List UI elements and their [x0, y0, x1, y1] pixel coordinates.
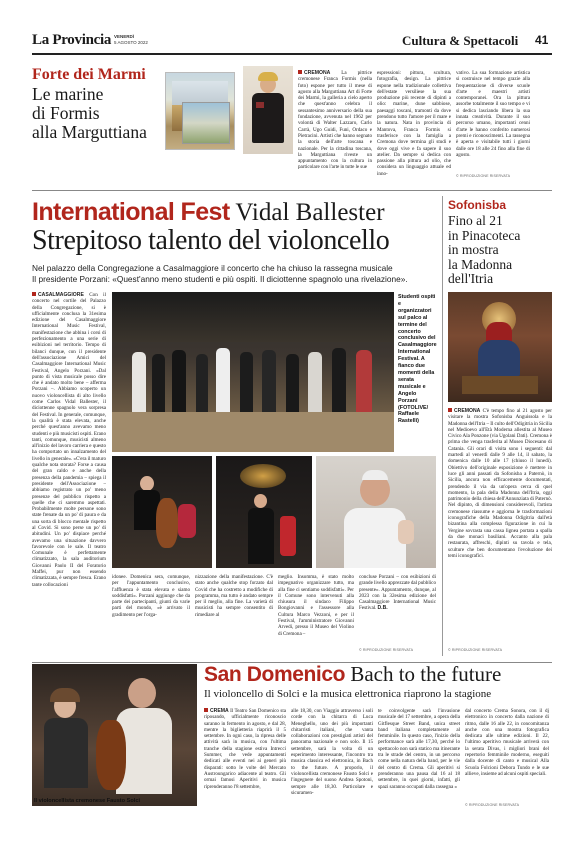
- fest-title-red: International Fest: [32, 198, 230, 226]
- section-name: Cultura & Spettacoli: [402, 33, 519, 48]
- sofonisba-title: [448, 214, 520, 287]
- formis-dateline: CREMONA: [304, 70, 331, 76]
- bullet-square-icon: [32, 292, 36, 296]
- formis-title-line1: Le marine: [32, 84, 104, 104]
- fest-stage-photo: [112, 292, 394, 452]
- article-formis: [32, 62, 552, 180]
- article-international-fest: [32, 196, 437, 658]
- domenico-col4-text: dal concerto Crema Sonora, con il dj elettronico in concerto dalla nazione di ritmo, dalle 16 alle 22, in concomitanza anche con una mostra fotografica dedicata alle ultime edizioni. Il 22, l'ultimo aperitivo musicale arriverà con la serata Divas, i migliori brani del repertorio femminile moderno, eseguiti dalla docente di canto e musical Alla Scuola Folcioni Debora Tundo e le sue allieve, insieme ad alcuni ospiti speciali.: [465, 708, 549, 777]
- header-rule: [32, 53, 552, 55]
- formis-title: [32, 85, 147, 142]
- page-header: [32, 30, 552, 54]
- domenico-col4: [465, 708, 549, 800]
- domenico-signature: © RIPRODUZIONE RISERVATA: [465, 803, 520, 807]
- solci-caption: Il violoncellista cremonese Fausto Solci: [34, 798, 141, 804]
- formis-col2-text: espressioni: pittura, scultura, fotografia, design. La pittrice espone nella tradizionale collettiva dell'estate versiliese la sua produzione più recente di dipinti a olio: marine, dune sabbiose, paesaggi toscani, tramonti da dove prendono tutto l'amore per il mare e la natura. Nata in provincia di Mantova, Franca Formis si trasferisce con la famiglia a Cremona dove termina gli studi e dove oggi vive e fa sapere il suo atelier. Da sempre si dedica con passione alla pittura ad olio, che considera un linguaggio attuale ed inno-: [377, 70, 451, 177]
- fest-violinist-photo: [216, 456, 312, 568]
- formis-col3: [456, 70, 530, 172]
- sofonisba-body-text: C'è tempo fino al 21 agosto per visitare la mostra Sofonisba Anguissola e la Madonna dell'Itria – Il culto dell'Odigitria in Sicilia nel Medioevo all'Età Moderna allestita al Museo Civico Ala Ponzone (via Ugolani Dati). Cremona è prima che venga trasferita al Museo Diocesano di Catania. Gli orari di visita sono i seguenti: dal martedì al venerdì dalle 9 alle 14, il sabato, la domenica dalle 10 alle 17 (chiuso il lunedì). Obiettivo dell'originale esposizione è mettere in luce gli anni passati da Sofonisba a Paternò, in Sicilia, ancora non efficacemente documentati, prendendo il via da un'opera cerca di quel momento, la pala della Madonna dell'Itria, oggi patrimonio della chiesa dell'Annunziata di Paternò. Nel dipinto, di dimensioni considerevoli, l'artista cremonese riassume e aggiorna le trasformazioni iconografiche della Madonna Odigitria dall'età bizantina alla complessa figurazione in cui la Vergine sovrasta una cassa lignea portata a spalla da due monaci basiliani. Accanto alla pala restaurata, affreschi, dipinti su tavola e tela, sculture che ben documentano l'evoluzione dei temi iconografici.: [448, 408, 552, 559]
- sofonisba-dateline: CREMONA: [454, 408, 481, 414]
- formis-signature: © RIPRODUZIONE RISERVATA: [456, 174, 511, 178]
- fest-porzani-photo: [316, 456, 436, 568]
- fest-col1: [32, 292, 106, 654]
- fest-col2-text: idonee. Domenica sera, comunque, per l'appuntamento conclusivo, l'affluenza è stata elevata e siamo soddisfatti». Porzani aggiunge che da parte dei partecipanti, giunti da varie parti del mondo, «è arrivato il gradimento per l'orga-: [112, 574, 190, 618]
- header-date: 5 AGOSTO 2022: [114, 40, 148, 45]
- sofonisba-title-line5: dell'Itria: [448, 271, 494, 287]
- sofonisba-kicker: Sofonisba: [448, 198, 507, 212]
- domenico-col1-text: Il Teatro San Domenico sta riposando, ufficialmente riconoscio saranno in fermento in agosto, e dal 28, mentre la biglietteria riaprirà il 5 settembre. In ogni caso, la ripresa delle attività sarà in musica, con l'ultima tranche della stagione estiva Intrecci Summer, che vede appuntamenti dedicati alle eventi nei ai generi più disparati: sotto le volte del Mercato Austroungarico adiacente al teatro. Gli ormai famosi Aperitivi in musica riprenderanno l'8 settembre,: [204, 708, 286, 790]
- divider-1: [32, 190, 552, 191]
- domenico-col2-text: alle 18,30, con Viaggio attraverso i soli corde con la chitarra di Luca Meneghello, uno dei più importanti chitarristi italiani, che vanta collaborazioni con prestigiati artisti del panorama nazionale e non solo. Il 15 settembre, sarà la volta di un esperimento interessante, l'incontro tra musica classica ed elettronica, in Bach to the future. A proporlo, il violoncellista cremonese Fausto Solci e l'ingegnere del suono Andrea Spotoni, sempre alle 18,30. Particolare e sicuramen-: [291, 708, 373, 796]
- domenico-col2: [291, 708, 373, 808]
- article-sofonisba: [448, 196, 552, 658]
- domenico-title: [204, 662, 501, 687]
- bullet-square-icon: [298, 70, 302, 74]
- fest-col5: [359, 574, 436, 644]
- sofonisba-title-line2: in Pinacoteca: [448, 227, 521, 243]
- fest-col1-text: Con il concerto nel cortile del Palazzo della Congregazione, si è ufficialmente conclusa la 31esima edizione del Casalmaggiore International Music Festival, manifestazione che abbina i corsi di perfezionamento a una serie di esibizioni nel territorio. Tempo di bilanci dunque, con il presidente dell'associazione Amici del Casalmaggiore International Music Festival, Angelo Porzani. «Dal punto di vista musicale posso dire che è andato molto bene – afferma Porzani –. Abbiamo scoperto un nuovo violoncellista di alto livello come Carlos Vidal Ballester, il diciottenne spagnolo vera sorpresa del Festival. In generale, comunque, la qualità è stata elevata, anche perché quest'anno avevamo meno studenti e più musicisti ospiti. Erano tanti, comunque, musicisti almeno all'inizio del lavoro carriera e questo ha comportato un innalzamento del livello in generale». «C'era il maturo qualche nota storata? Forse a causa del gran caldo e anche della presenza della pandemia – spiega il presidente dell'Associazione – abbiamo registrato un po' meno presenze del pubblico rispetto a quelle che ci saremmo aspettati. Probabilmente molte persone sono state frenate da un po' di paura e da una sorta di blocco mentale rispetto al Covid. Si sono perse un po' di abitudini. Un po' dispiace perché avevamo una situazione davvero favorevole con le sale. Il teatro Comunale è perfettamente climatizzato, la sala auditorium Giovanni Paolo II del Foratorio Maffei, pur non essendo climatizzata, è sempre fresca. Erano tante collocazioni: [32, 292, 106, 588]
- fest-col3-text: nizzazione della manifestazione. C'è stato anche qualche stop forzato dal Covid che ha costretto a modifiche di programma, ma tutto è andato sempre per il meglio, alla fine. La varietà di musicisti ha sempre consentito di rimediare al: [195, 574, 273, 618]
- bullet-square-icon: [204, 708, 208, 712]
- article-san-domenico: [32, 664, 552, 814]
- fest-photo-caption: Studenti ospiti e organizzatori sul palco al termine del concerto conclusivo del Casalmaggiore International Festival. A fianco due momenti della serata musicale e Angelo Porzani (FOTOLIVE/ Raffaele Rastelli): [398, 294, 437, 425]
- fest-subtitle-line2: Il presidente Porzani: «Quest'anno meno studenti e più ospiti. Il diciottenne spagnolo una rivelazione».: [32, 274, 408, 284]
- domenico-col3: [378, 708, 460, 808]
- sofonisba-title-line3: in mostra: [448, 242, 499, 258]
- formis-col1-text: La pittrice cremonese Franca Formis (nella foto) espone per tutto il mese di agosto alla Marguttiana Art di Forte dei Marmi, la galleria a cielo aperto che quest'anno celebra il sessantesimo anniversario della sua fondazione, avvenuta nel 1962 per volontà di Walter Lazzaro, Carlo Carrà, Ugo Guidi, Funi, Ordaco e Pietracini. Artisti che hanno segnato la storia dell'arte toscana e nazionale. Per la cittadina toscana, la Marguttiana rivestе un appuntamento con la cultura in particolare con l'arte in tutte le sue: [298, 70, 372, 171]
- formis-kicker: Forte dei Marmi: [32, 66, 146, 83]
- fest-author: D.B.: [377, 605, 388, 612]
- formis-portrait-photo: [243, 66, 293, 154]
- paper-name: La Provincia: [32, 32, 112, 48]
- fest-col5-text: concluse Porzani – con esibizioni di grande livello apprezzate dal pubblico presente». Appuntamento, dunque, al 2023 con la 32esima edizione del Casalmaggiore International Music Festival.: [359, 574, 436, 612]
- fest-title-line2: Strepitoso talento del violoncello: [32, 225, 390, 256]
- fest-dateline: CASALMAGGIORE: [38, 292, 84, 298]
- fest-title-black: Vidal Ballester: [235, 199, 385, 226]
- column-divider: [442, 196, 443, 656]
- domenico-col3-text: te coinvolgente sarà l'invasione musicale del 17 settembre, a opera della Gitflesque Street Band, unica street band italiana completamente al femminile. In questo caso, l'inizio della performance sarà alle 17,30, perché lo spettacolo non sarà statico ma itinerante tra le strade del centro, in un percorso come nella natura della band, per le vie del centro di Crema. Gli aperitivi si prenderanno una pausa dal 16 al 18 settembre, in quei giorni, infatti, gli spazi saranno occupati dalla rassegna «: [378, 708, 460, 790]
- fest-col4: [278, 574, 354, 654]
- madonna-painting-photo: [448, 292, 552, 402]
- formis-title-line3: alla Marguttiana: [32, 122, 147, 142]
- domenico-title-black: Bach to the future: [350, 662, 502, 686]
- formis-col3-text: vativo. La sua formazione artistica si costruisce nel tempo grazie alla frequentazione di diverse scuole d'arte e maestri artisti contemporanei. Ora la pittura assorbe totalmente il suo tempo e vi si dedica lasciando libera la sua innata creatività. Durante il suo percorso umano, importanti cenni d'arte le hanno conferito numerosi premi e riconoscimenti. La rassegna è aperta e visitabile tutti i giorni dalle ore 18 alle 24 fino alla fine di agosto.: [456, 70, 530, 158]
- formis-col1: [298, 70, 372, 180]
- sofonisba-signature: © RIPRODUZIONE RISERVATA: [448, 648, 503, 652]
- solci-photo: [32, 664, 197, 806]
- fest-subtitle: [32, 263, 436, 285]
- header-day: VENERDÌ: [114, 34, 135, 39]
- domenico-title-red: San Domenico: [204, 663, 346, 686]
- fest-col3: [195, 574, 273, 654]
- page-number: 41: [535, 33, 549, 47]
- formis-col2: [377, 70, 451, 180]
- fest-title: [32, 198, 385, 227]
- fest-signature: © RIPRODUZIONE RISERVATA: [359, 648, 414, 652]
- domenico-dateline: CREMA: [210, 708, 229, 714]
- sofonisba-body: [448, 408, 552, 646]
- bullet-square-icon: [448, 408, 452, 412]
- domenico-col1: [204, 708, 286, 808]
- sofonisba-title-line4: la Madonna: [448, 256, 513, 272]
- sofonisba-title-line1: Fino al 21: [448, 213, 503, 228]
- formis-painting-photo-2: [182, 102, 230, 144]
- formis-title-line2: di Formis: [32, 103, 100, 123]
- fest-cellist-photo: [112, 456, 212, 568]
- fest-col4-text: meglio. Insomma, è stato molto impegnativo organizzare tutto, ma alla fine ci sentiamo soddisfatti». Per il Comune sono intervenuti alla chiusura il sindaco Filippo Bongiovanni e l'assessore alla Cultura Marco Vezzoni, e per il Festival, l'amministratore Giovanni Arvedi, presso il Museo del Violino di Cremona –: [278, 574, 354, 637]
- domenico-subtitle: Il violoncello di Solci e la musica elettronica riaprono la stagione: [204, 688, 492, 700]
- fest-subtitle-line1: Nel palazzo della Congregazione a Casalmaggiore il concerto che ha chiuso la rassegna musicale: [32, 263, 393, 273]
- fest-col2: [112, 574, 190, 654]
